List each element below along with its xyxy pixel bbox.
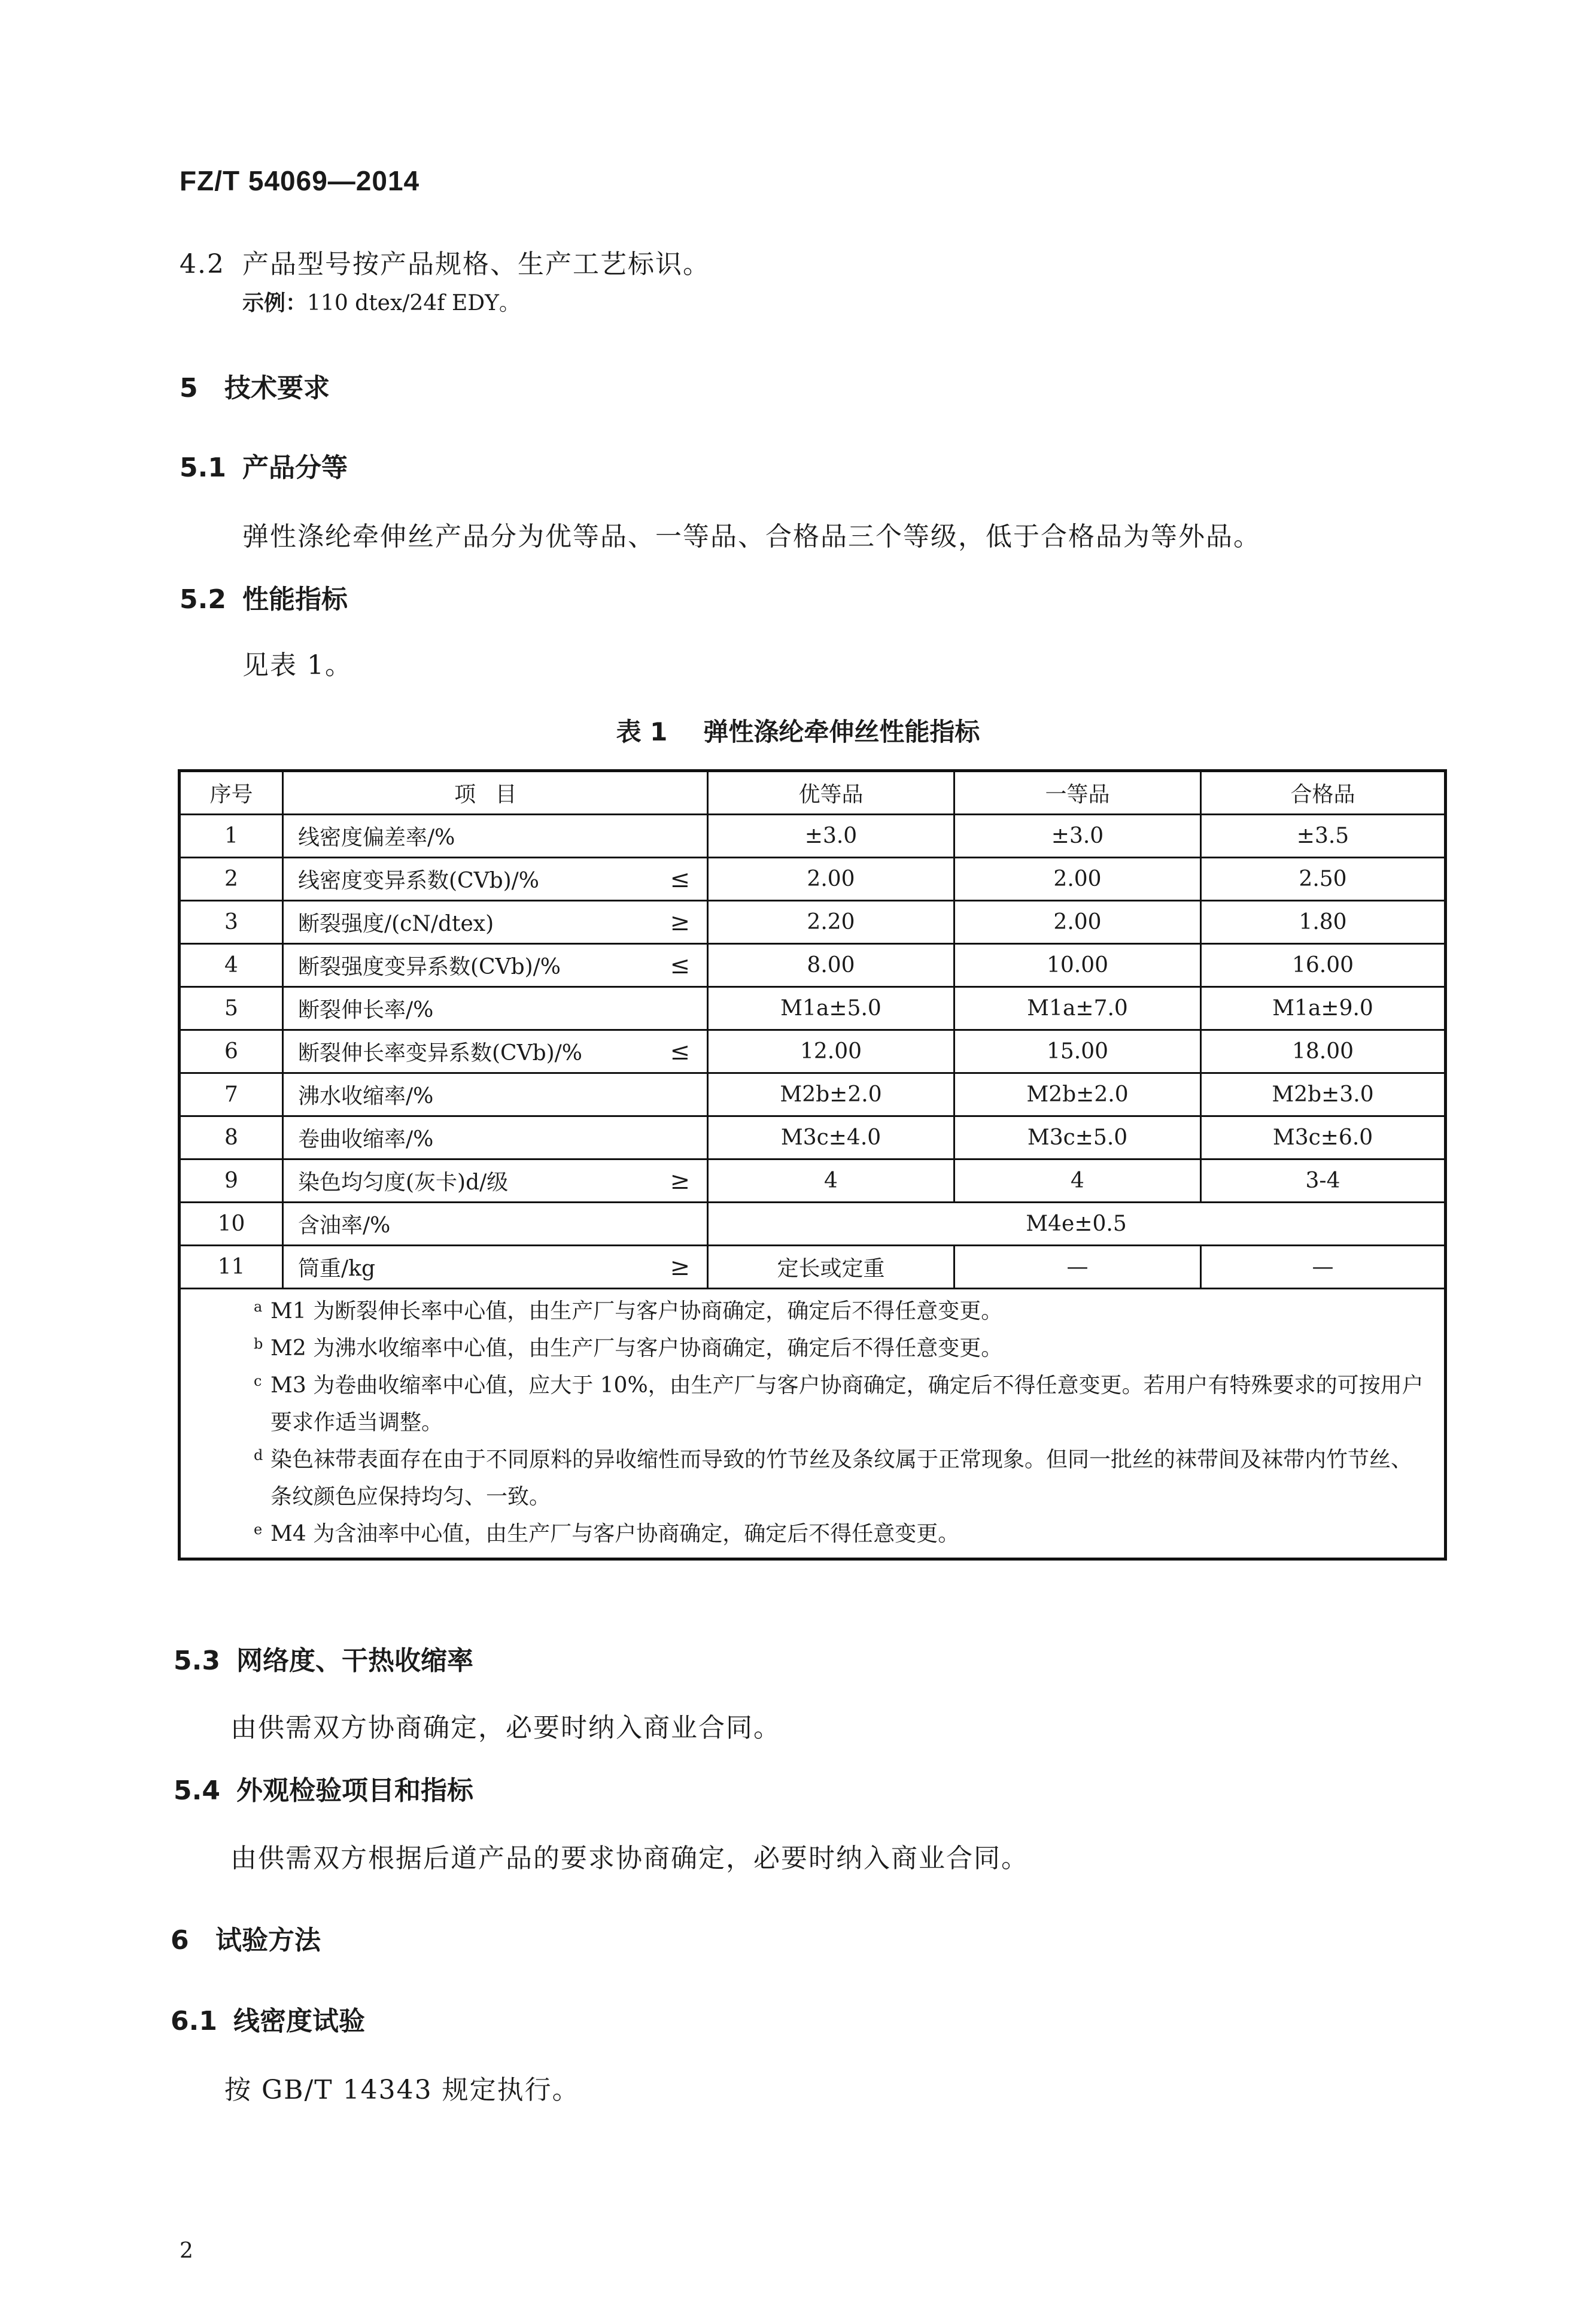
clause-5-3-heading: [174, 1639, 473, 1677]
section-title: 试验方法: [215, 1925, 321, 1956]
table-note: [199, 1330, 1432, 1367]
row-no: 3: [180, 901, 283, 944]
table-row: [180, 944, 1446, 987]
clause-number: 5.1: [180, 453, 226, 483]
row-grade-superior: 12.00: [708, 1030, 954, 1073]
row-grade-superior: 8.00: [708, 944, 954, 987]
row-no: 6: [180, 1030, 283, 1073]
row-grade-first: 2.00: [954, 901, 1201, 944]
table-header-row: [180, 771, 1446, 815]
table-caption-title: 弹性涤纶牵伸丝性能指标: [703, 717, 980, 746]
clause-text: 产品型号按产品规格、生产工艺标识。: [242, 249, 710, 280]
clause-5-3-text: 由供需双方协商确定，必要时纳入商业合同。: [230, 1713, 781, 1743]
row-no: 11: [180, 1246, 283, 1289]
row-grade-qualified: M3c±6.0: [1201, 1116, 1446, 1159]
row-grade-superior: 4: [708, 1159, 954, 1203]
clause-title: 网络度、干热收缩率: [236, 1646, 473, 1676]
row-item-cell: [283, 858, 708, 901]
table-note: [199, 1441, 1432, 1516]
row-no: 7: [180, 1073, 283, 1116]
row-item: 断裂伸长率/%: [283, 987, 708, 1030]
table-row: [180, 1030, 1446, 1073]
row-grade-superior: 2.20: [708, 901, 954, 944]
row-item-cell: [283, 944, 708, 987]
row-no: 2: [180, 858, 283, 901]
row-grade-first: 2.00: [954, 858, 1201, 901]
header-grade-superior: 优等品: [708, 771, 954, 815]
row-item: 断裂强度变异系数(CVb)/%: [298, 955, 561, 979]
clause-number: 6.1: [171, 2006, 217, 2036]
comparison-symbol: ≤: [670, 951, 690, 979]
clause-number: 5.2: [180, 584, 226, 615]
section-number: 6: [171, 1925, 189, 1956]
section-6-heading: [171, 1919, 321, 1957]
row-item-cell: [283, 1159, 708, 1203]
comparison-symbol: ≥: [670, 1167, 690, 1195]
note-text: 染色袜带表面存在由于不同原料的异收缩性而导致的竹节丝及条纹属于正常现象。但同一批丝的袜带间及袜带内竹节丝、条纹颜色应保持均匀、一致。: [270, 1447, 1413, 1509]
table-caption: [0, 712, 1596, 748]
table-notes-row: [180, 1289, 1446, 1559]
row-item: 筒重/kg: [298, 1256, 375, 1281]
clause-number: 5.3: [174, 1646, 220, 1676]
note-text: M1 为断裂伸长率中心值，由生产厂与客户协商确定，确定后不得任意变更。: [270, 1299, 1003, 1324]
row-grade-qualified: M2b±3.0: [1201, 1073, 1446, 1116]
example-text: 110 dtex/24f EDY。: [307, 291, 521, 315]
clause-number: 4.2: [180, 249, 225, 280]
comparison-symbol: ≥: [670, 1253, 690, 1281]
clause-5-4-text: 由供需双方根据后道产品的要求协商确定，必要时纳入商业合同。: [230, 1843, 1029, 1874]
row-grade-superior: 2.00: [708, 858, 954, 901]
note-text: M2 为沸水收缩率中心值，由生产厂与客户协商确定，确定后不得任意变更。: [270, 1336, 1003, 1361]
clause-5-1-heading: [180, 446, 348, 484]
row-grade-qualified: 2.50: [1201, 858, 1446, 901]
clause-6-1-text: 按 GB/T 14343 规定执行。: [224, 2075, 580, 2105]
example-label: 示例：: [242, 291, 308, 315]
row-grade-qualified: 18.00: [1201, 1030, 1446, 1073]
clause-5-4-heading: [174, 1769, 473, 1807]
comparison-symbol: ≤: [670, 1037, 690, 1066]
clause-title: 性能指标: [242, 584, 348, 615]
clause-title: 产品分等: [242, 453, 348, 483]
row-grade-qualified: 3-4: [1201, 1159, 1446, 1203]
table-row: [180, 1159, 1446, 1203]
table-row: [180, 1073, 1446, 1116]
row-item-cell: [283, 901, 708, 944]
row-grade-qualified: 16.00: [1201, 944, 1446, 987]
header-grade-first: 一等品: [954, 771, 1201, 815]
section-number: 5: [180, 373, 198, 403]
page-number: 2: [180, 2239, 193, 2263]
row-grade-superior: M1a±5.0: [708, 987, 954, 1030]
row-no: 1: [180, 815, 283, 858]
row-grade-qualified: —: [1201, 1246, 1446, 1289]
comparison-symbol: ≥: [670, 908, 690, 936]
table-note: [199, 1367, 1432, 1441]
clause-6-1-heading: [171, 1999, 365, 2038]
row-item: 染色均匀度(灰卡)d/级: [298, 1170, 509, 1195]
table-row: [180, 1246, 1446, 1289]
table-row: [180, 815, 1446, 858]
row-grade-first: 10.00: [954, 944, 1201, 987]
clause-5-2-heading: [180, 578, 348, 616]
row-item-cell: [283, 1246, 708, 1289]
row-item: 断裂伸长率变异系数(CVb)/%: [298, 1041, 583, 1066]
note-marker: c: [254, 1373, 262, 1389]
header-item: 项目: [283, 771, 708, 815]
header-grade-qualified: 合格品: [1201, 771, 1446, 815]
row-grade-first: 4: [954, 1159, 1201, 1203]
section-5-heading: [180, 366, 330, 405]
table-note: [199, 1293, 1432, 1330]
row-item: 线密度变异系数(CVb)/%: [298, 869, 540, 893]
row-grade-first: M2b±2.0: [954, 1073, 1201, 1116]
table-row: [180, 901, 1446, 944]
row-item: 沸水收缩率/%: [283, 1073, 708, 1116]
row-item: 含油率/%: [283, 1203, 708, 1246]
row-item: 卷曲收缩率/%: [283, 1116, 708, 1159]
table-row: [180, 1116, 1446, 1159]
note-marker: a: [254, 1298, 263, 1315]
row-grade-first: M3c±5.0: [954, 1116, 1201, 1159]
clause-4-2: [180, 242, 710, 281]
row-no: 5: [180, 987, 283, 1030]
row-merged-value: M4e±0.5: [708, 1203, 1446, 1246]
example: [242, 286, 521, 317]
comparison-symbol: ≤: [670, 865, 690, 893]
row-grade-qualified: M1a±9.0: [1201, 987, 1446, 1030]
clause-number: 5.4: [174, 1775, 220, 1806]
row-grade-first: 15.00: [954, 1030, 1201, 1073]
row-grade-superior: 定长或定重: [708, 1246, 954, 1289]
note-marker: e: [254, 1521, 263, 1538]
row-no: 4: [180, 944, 283, 987]
row-grade-superior: ±3.0: [708, 815, 954, 858]
row-grade-superior: M3c±4.0: [708, 1116, 954, 1159]
note-marker: d: [254, 1447, 263, 1464]
standard-code: FZ/T 54069—2014: [180, 165, 420, 196]
clause-5-1-text: 弹性涤纶牵伸丝产品分为优等品、一等品、合格品三个等级，低于合格品为等外品。: [242, 521, 1261, 552]
table-note: [199, 1516, 1432, 1553]
performance-table: [178, 769, 1447, 1561]
row-no: 9: [180, 1159, 283, 1203]
clause-5-2-text: 见表 1。: [242, 650, 352, 681]
section-title: 技术要求: [224, 373, 330, 403]
header-no: 序号: [180, 771, 283, 815]
clause-title: 外观检验项目和指标: [236, 1775, 473, 1806]
clause-title: 线密度试验: [233, 2006, 365, 2036]
table-notes: [180, 1289, 1446, 1559]
table-caption-number: 表 1: [616, 717, 668, 746]
table-row: [180, 1203, 1446, 1246]
row-grade-qualified: ±3.5: [1201, 815, 1446, 858]
row-grade-first: ±3.0: [954, 815, 1201, 858]
row-grade-first: M1a±7.0: [954, 987, 1201, 1030]
row-grade-qualified: 1.80: [1201, 901, 1446, 944]
table-row: [180, 987, 1446, 1030]
row-item: 线密度偏差率/%: [283, 815, 708, 858]
row-no: 10: [180, 1203, 283, 1246]
note-text: M4 为含油率中心值，由生产厂与客户协商确定，确定后不得任意变更。: [270, 1522, 960, 1546]
note-text: M3 为卷曲收缩率中心值，应大于 10%，由生产厂与客户协商确定，确定后不得任意变更。若用户有特殊要求的可按用户要求作适当调整。: [270, 1373, 1424, 1435]
row-no: 8: [180, 1116, 283, 1159]
row-item-cell: [283, 1030, 708, 1073]
note-marker: b: [254, 1335, 263, 1352]
row-item: 断裂强度/(cN/dtex): [298, 912, 494, 936]
row-grade-first: —: [954, 1246, 1201, 1289]
row-grade-superior: M2b±2.0: [708, 1073, 954, 1116]
table-row: [180, 858, 1446, 901]
